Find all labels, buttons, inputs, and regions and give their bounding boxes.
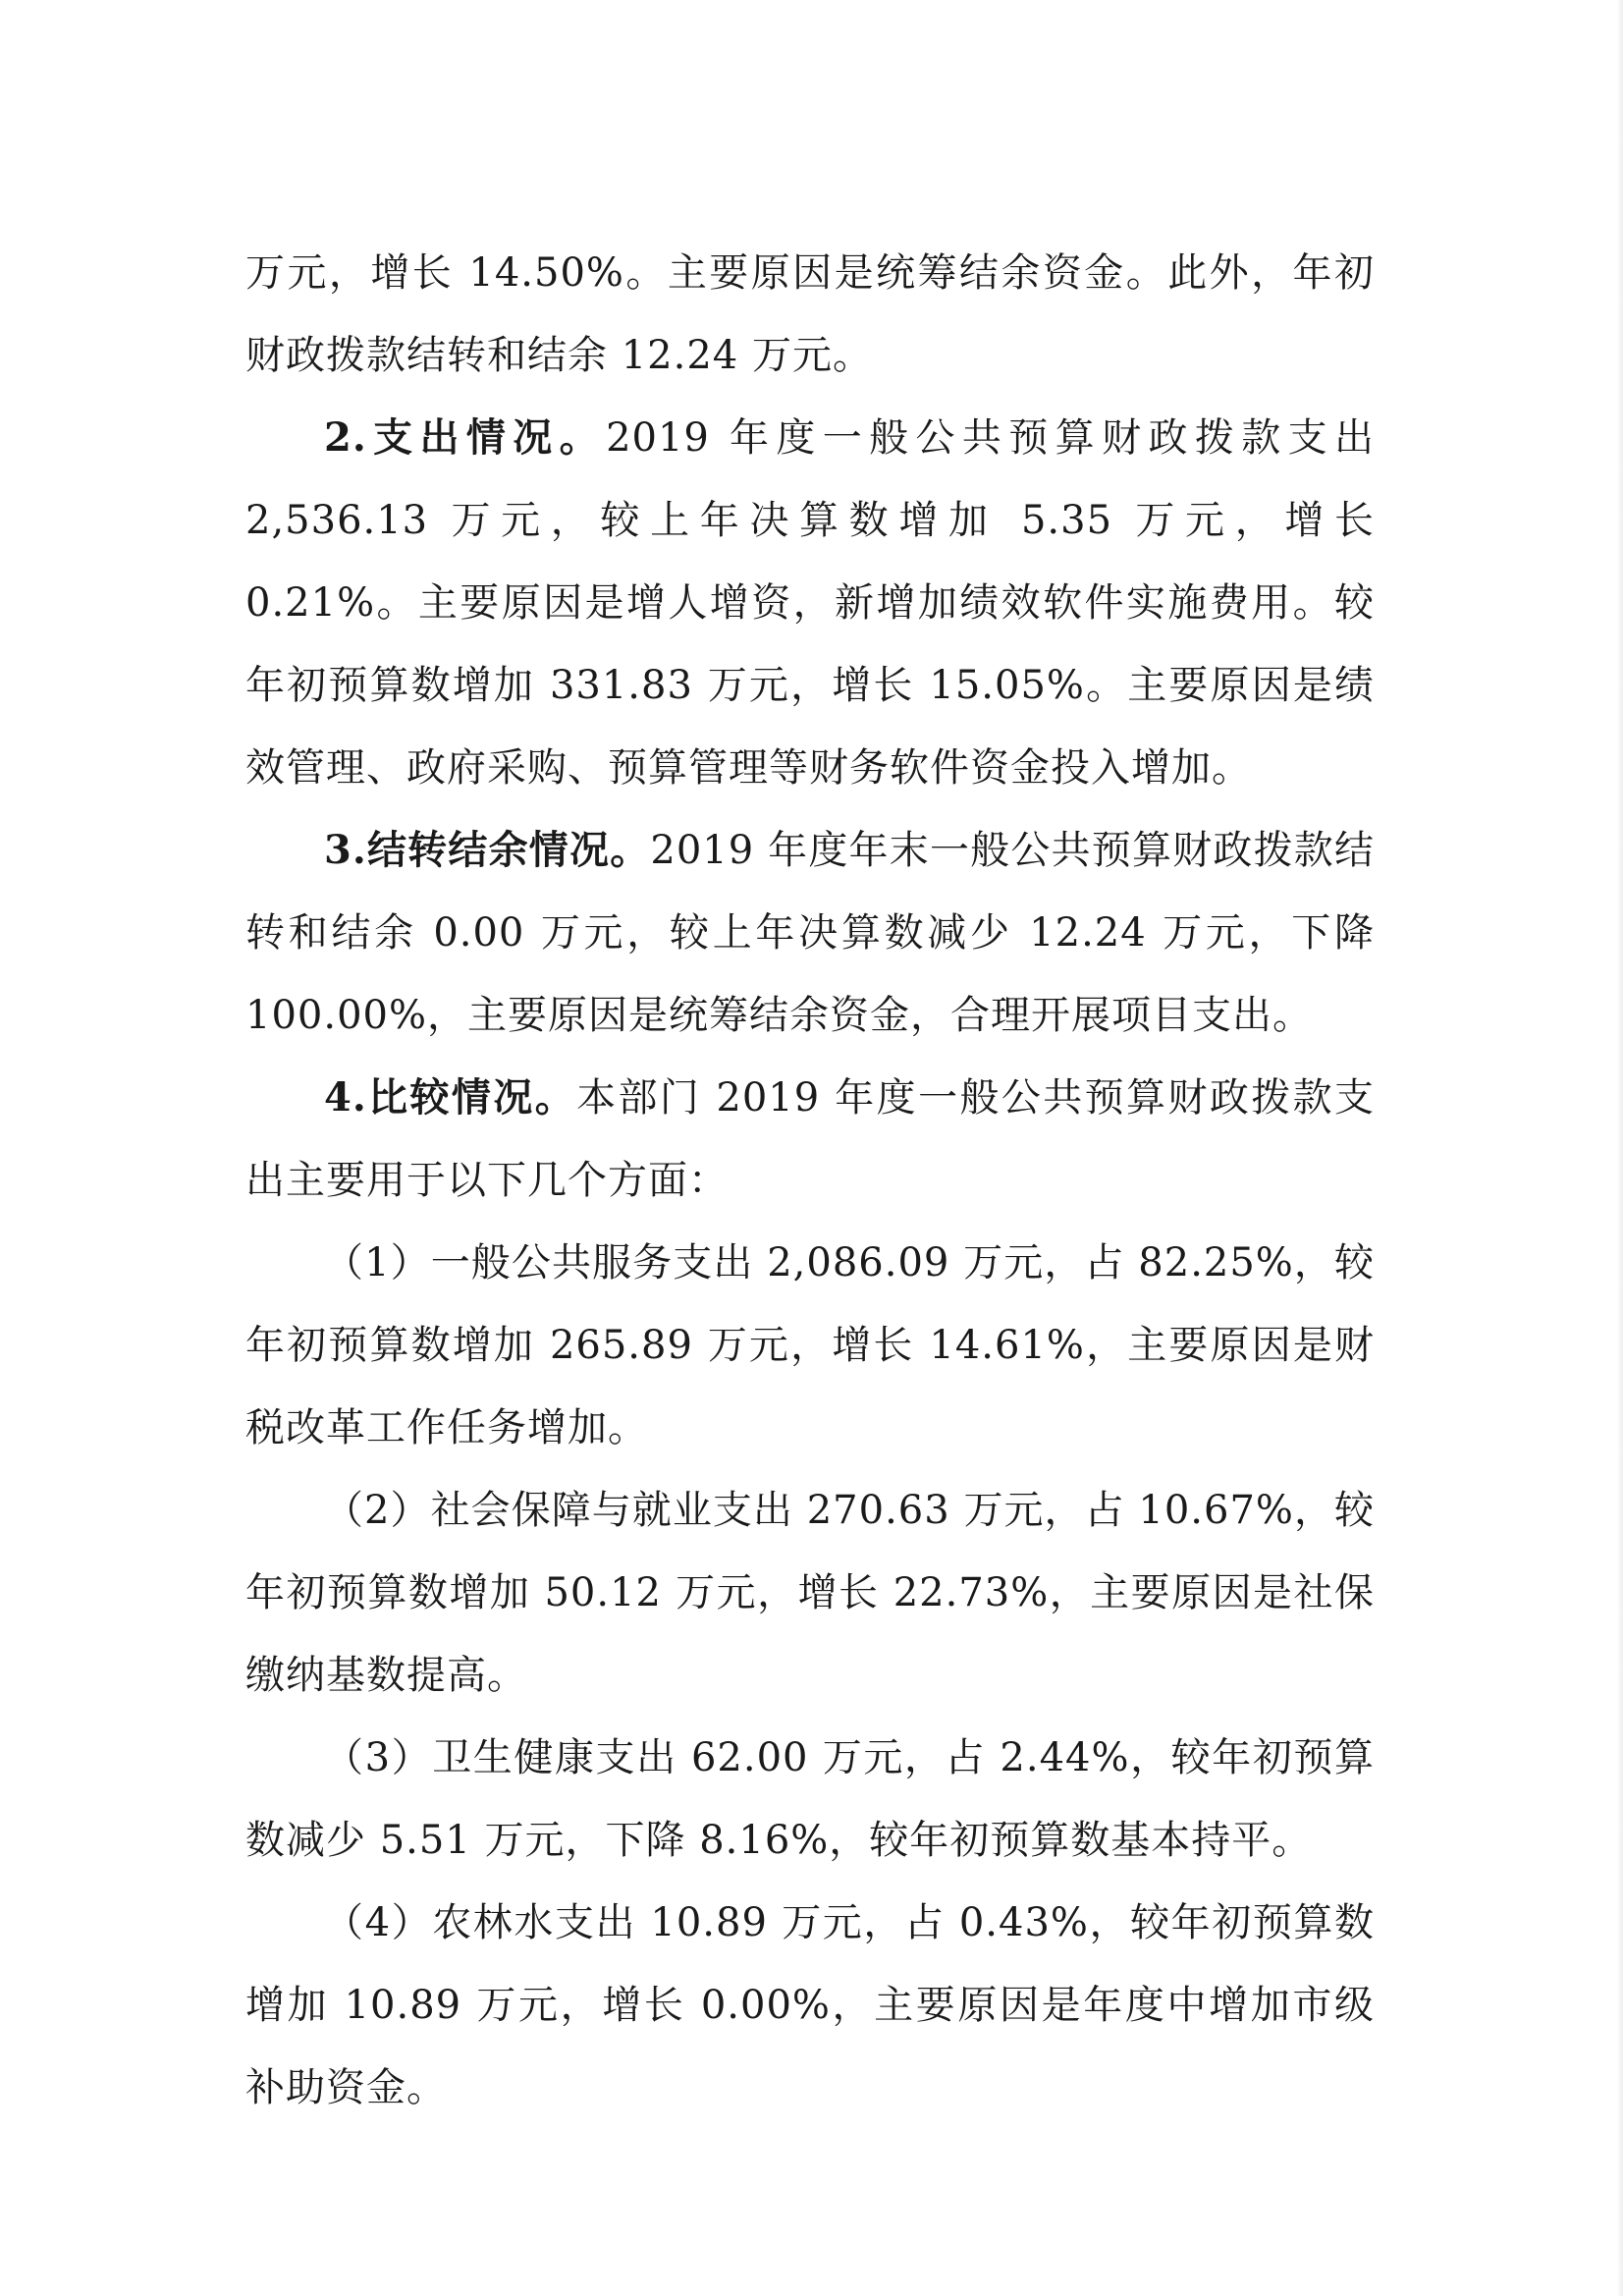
scan-edge-shadow [1617, 0, 1623, 2296]
paragraph-text: （4）农林水支出 10.89 万元，占 0.43%，较年初预算数增加 10.89 万元，增长 0.00%，主要原因是年度中增加市级补助资金。 [245, 1900, 1375, 2110]
list-item-social-security [245, 1469, 1375, 1717]
paragraph-text: 万元，增长 14.50%。主要原因是统筹结余资金。此外，年初财政拨款结转和结余 12.24 万元。 [245, 250, 1375, 378]
paragraph-text: （3）卫生健康支出 62.00 万元，占 2.44%，较年初预算数减少 5.51 万元，下降 8.16%，较年初预算数基本持平。 [245, 1735, 1375, 1863]
paragraph-continuation [245, 232, 1375, 397]
paragraph-text: （1）一般公共服务支出 2,086.09 万元，占 82.25%，较年初预算数增加 265.89 万元，增长 14.61%，主要原因是财税改革工作任务增加。 [245, 1240, 1375, 1450]
paragraph-text: 2019 年度年末一般公共预算财政拨款结转和结余 0.00 万元，较上年决算数减少 12.24 万元，下降 100.00%，主要原因是统筹结余资金，合理开展项目支出。 [245, 828, 1375, 1038]
body-text [245, 232, 1375, 2129]
paragraph-heading: 4.比较情况。 [324, 1074, 577, 1121]
paragraph-heading: 3.结转结余情况。 [324, 827, 651, 873]
paragraph-comparison [245, 1057, 1375, 1222]
list-item-health [245, 1717, 1375, 1882]
paragraph-carryover [245, 809, 1375, 1057]
list-item-agriculture [245, 1882, 1375, 2129]
list-item-public-services [245, 1222, 1375, 1469]
paragraph-text: （2）社会保障与就业支出 270.63 万元，占 10.67%，较年初预算数增加 50.12 万元，增长 22.73%，主要原因是社保缴纳基数提高。 [245, 1488, 1375, 1698]
paragraph-expenditure [245, 397, 1375, 809]
paragraph-heading: 2.支出情况。 [324, 414, 607, 461]
paragraph-text: 2019 年度一般公共预算财政拨款支出 2,536.13 万元，较上年决算数增加 5.35 万元，增长 0.21%。主要原因是增人增资，新增加绩效软件实施费用。较年初预算数增加 331.83 万元，增长 15.05%。主要原因是绩效管理、政府采购、预算管理等财务软件资金投入增加。 [245, 415, 1375, 791]
paragraph-text: 本部门 2019 年度一般公共预算财政拨款支出主要用于以下几个方面： [245, 1075, 1375, 1203]
